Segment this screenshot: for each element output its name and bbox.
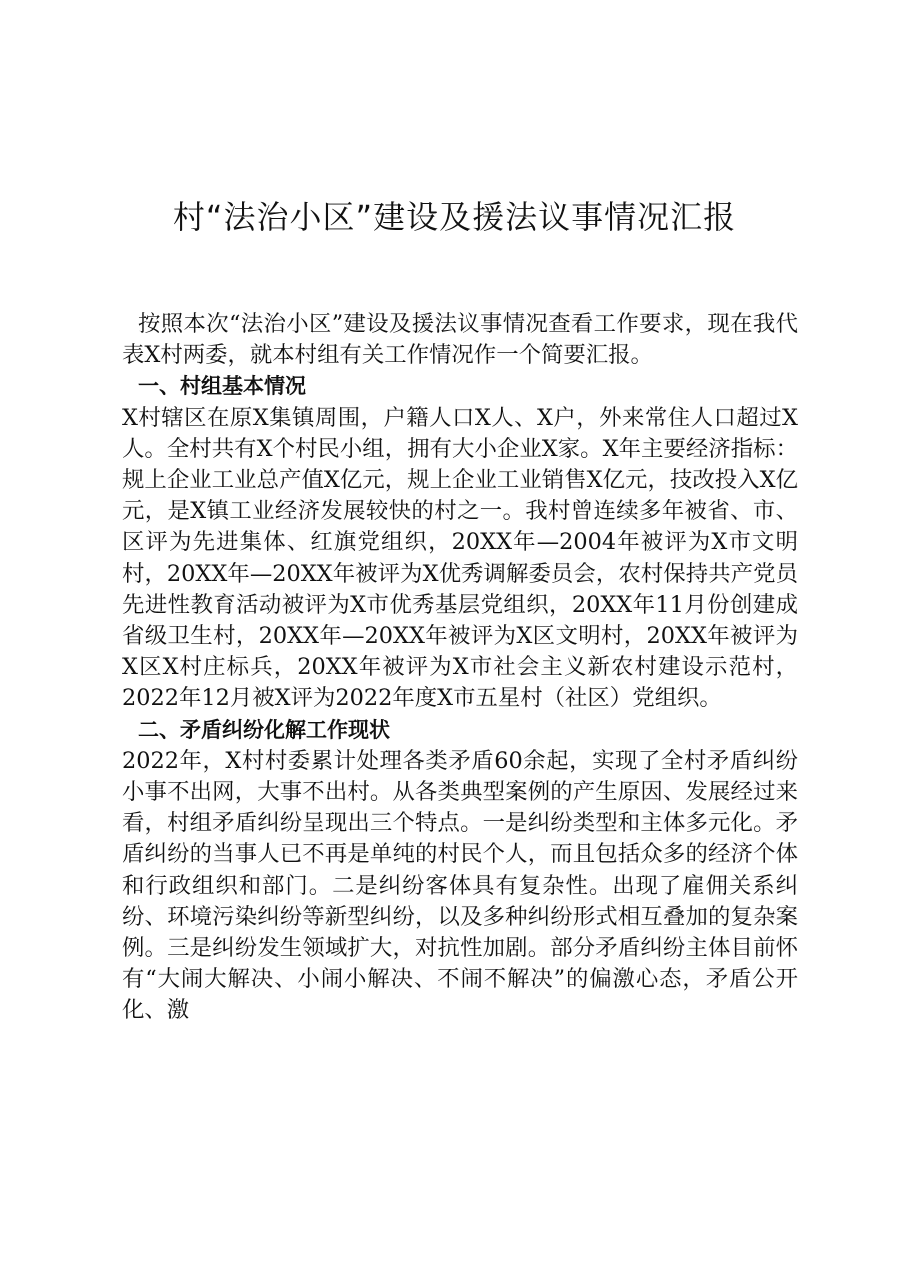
section-heading-dispute-status: 二、矛盾纠纷化解工作现状 [138, 717, 390, 742]
intro-paragraph: 按照本次“法治小区”建设及援法议事情况查看工作要求，现在我代表X村两委，就本村组有关工作情况作一个简要汇报。 [122, 311, 798, 369]
section-paragraph-basic-info: X村辖区在原X集镇周围，户籍人口X人、X户，外来常住人口超过X人。全村共有X个村民小组，拥有大小企业X家。X年主要经济指标：规上企业工业总产值X亿元，规上企业工业销售X亿元，技改投入X亿元，是X镇工业经济发展较快的村之一。我村曾连续多年被省、市、区评为先进集体、红旗党组织，20XX年—2004年被评为X市文明村，20XX年—20XX年被评为X优秀调解委员会，农村保持共产党员先进性教育活动被评为X市优秀基层党组织，20XX年11月份创建成省级卫生村，20XX年—20XX年被评为X区文明村，20XX年被评为X区X村庄标兵，20XX年被评为X市社会主义新农村建设示范村，2022年12月被X评为2022年度X市五星村（社区）党组织。 [122, 404, 798, 712]
section-heading-basic-info: 一、村组基本情况 [138, 374, 306, 399]
document-title: 村“法治小区”建设及援法议事情况汇报 [172, 198, 737, 236]
section-paragraph-dispute-status: 2022年，X村村委累计处理各类矛盾60余起，实现了全村矛盾纠纷小事不出网，大事不出村。从各类典型案例的产生原因、发展经过来看，村组矛盾纠纷呈现出三个特点。一是纠纷类型和主体多元化。矛盾纠纷的当事人已不再是单纯的村民个人，而且包括众多的经济个体和行政组织和部门。二是纠纷客体具有复杂性。出现了雇佣关系纠纷、环境污染纠纷等新型纠纷，以及多种纠纷形式相互叠加的复杂案例。三是纠纷发生领域扩大，对抗性加剧。部分矛盾纠纷主体目前怀有“大闹大解决、小闹小解决、不闹不解决”的偏激心态，矛盾公开化、激 [122, 747, 798, 1024]
document-body [122, 309, 798, 1027]
